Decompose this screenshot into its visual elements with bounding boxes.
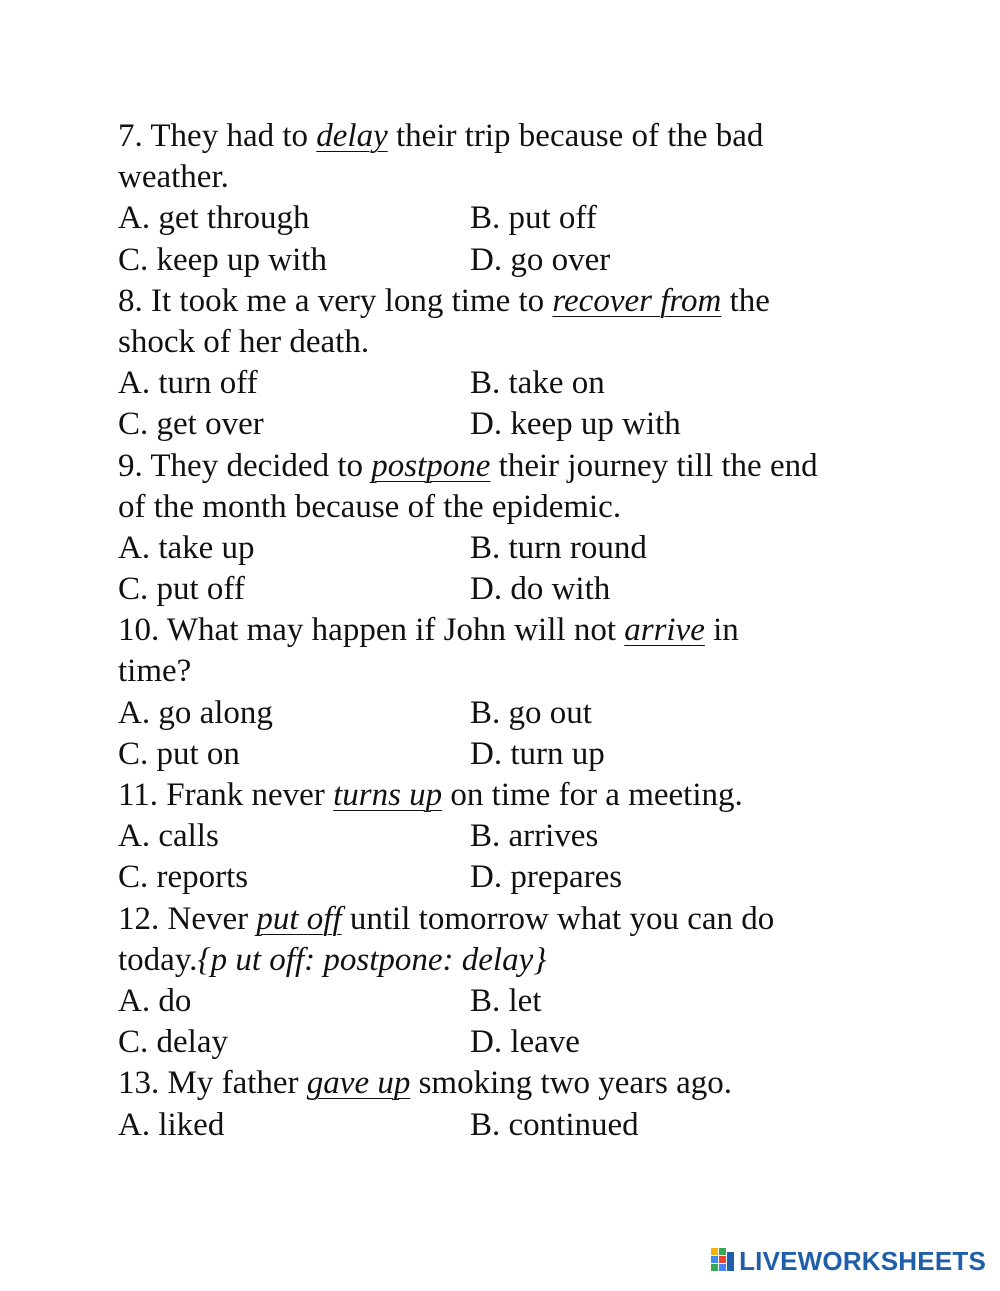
option-b[interactable]: B. turn round — [470, 529, 647, 566]
brand-name: LIVEWORKSHEETS — [739, 1246, 986, 1276]
option-a[interactable]: A. get through — [118, 200, 310, 237]
option-b[interactable]: B. arrives — [470, 818, 599, 855]
question-text-cont: time? — [118, 653, 192, 690]
keyword: delay — [316, 118, 388, 154]
question-text-cont: weather. — [118, 159, 229, 196]
option-row — [118, 404, 898, 445]
question-text: 12. Never put off until tomorrow what you can do — [118, 900, 775, 937]
option-row — [118, 240, 898, 281]
question-text: 7. They had to delay their trip because of the bad — [118, 118, 764, 154]
option-row — [118, 1022, 898, 1063]
option-a[interactable]: A. calls — [118, 818, 219, 855]
question-10 — [118, 610, 898, 775]
hint-note: {p ut off: postpone: delay} — [197, 941, 547, 978]
option-row — [118, 528, 898, 569]
question-text-cont: today.{p ut off: postpone: delay} — [118, 941, 547, 978]
option-c[interactable]: C. put off — [118, 571, 245, 608]
option-c[interactable]: C. delay — [118, 1024, 228, 1061]
option-a[interactable]: A. liked — [118, 1106, 225, 1143]
question-text: 9. They decided to postpone their journey till the end — [118, 447, 818, 484]
option-d[interactable]: D. prepares — [470, 859, 623, 896]
option-d[interactable]: D. turn up — [470, 735, 605, 772]
option-c[interactable]: C. keep up with — [118, 241, 327, 278]
keyword: recover from — [552, 282, 722, 319]
option-d[interactable]: D. do with — [470, 571, 611, 608]
option-a[interactable]: A. do — [118, 982, 192, 1019]
keyword: gave up — [306, 1065, 411, 1102]
option-row — [118, 693, 898, 734]
worksheet — [118, 116, 898, 1146]
keyword: postpone — [371, 447, 491, 484]
option-row — [118, 981, 898, 1022]
question-12 — [118, 899, 898, 1064]
question-13 — [118, 1063, 898, 1145]
option-b[interactable]: B. let — [470, 982, 542, 1019]
question-text: 13. My father gave up smoking two years ago. — [118, 1065, 733, 1102]
option-c[interactable]: C. put on — [118, 735, 240, 772]
question-11 — [118, 775, 898, 899]
question-text-cont: shock of her death. — [118, 323, 370, 360]
option-b[interactable]: B. continued — [470, 1106, 639, 1143]
question-9 — [118, 446, 898, 611]
option-row — [118, 569, 898, 610]
option-b[interactable]: B. go out — [470, 694, 592, 731]
option-row — [118, 1105, 898, 1146]
question-8 — [118, 281, 898, 446]
keyword: turns up — [333, 777, 443, 813]
keyword: put off — [256, 900, 342, 937]
option-a[interactable]: A. take up — [118, 529, 255, 566]
option-c[interactable]: C. reports — [118, 859, 249, 896]
brand-footer[interactable] — [711, 1246, 986, 1277]
option-row — [118, 734, 898, 775]
option-b[interactable]: B. put off — [470, 200, 597, 237]
option-d[interactable]: D. leave — [470, 1024, 580, 1061]
option-a[interactable]: A. go along — [118, 694, 273, 731]
option-d[interactable]: D. keep up with — [470, 406, 681, 443]
keyword: arrive — [624, 612, 705, 649]
question-7 — [118, 116, 898, 281]
option-b[interactable]: B. take on — [470, 365, 605, 402]
question-text: 11. Frank never turns up on time for a meeting. — [118, 777, 743, 813]
option-a[interactable]: A. turn off — [118, 365, 258, 402]
option-row — [118, 857, 898, 898]
liveworksheets-logo-icon — [711, 1248, 735, 1276]
question-text-cont: of the month because of the epidemic. — [118, 488, 622, 525]
option-row — [118, 816, 898, 857]
option-row — [118, 198, 898, 239]
question-text: 10. What may happen if John will not arrive in — [118, 612, 739, 649]
option-d[interactable]: D. go over — [470, 241, 611, 278]
option-row — [118, 363, 898, 404]
question-text: 8. It took me a very long time to recover from the — [118, 282, 770, 319]
option-c[interactable]: C. get over — [118, 406, 264, 443]
